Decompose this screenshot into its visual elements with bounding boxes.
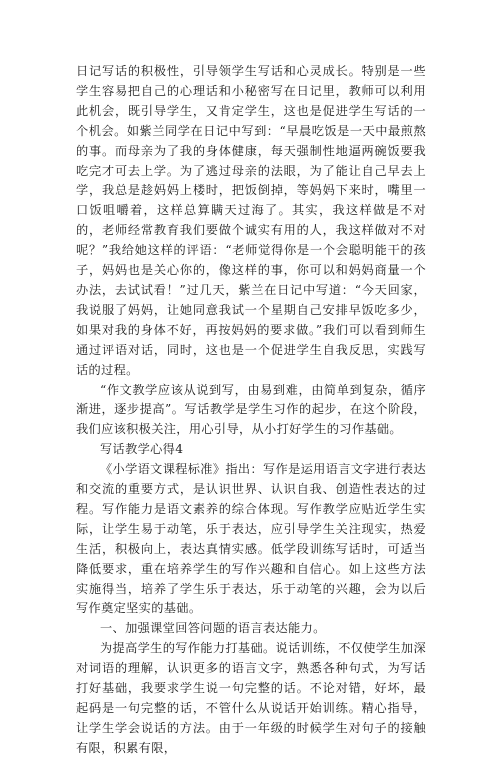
paragraph-speaking-training: 为提高学生的写作能力打基础。说话训练，不仅使学生加深对词语的理解，认识更多的语言文字，熟悉各种句式，为写话打好基础，我要求学生说一句完整的话。不论对错，好坏，最起码是一句完整的话，不管什么从说话开始训练。精心指导，让学生学会说话的方法。由于一年级的时候学生对句子的接触有限，积累有限， bbox=[76, 641, 426, 755]
document-body bbox=[76, 62, 426, 759]
heading-oral-expression: 一、加强课堂回答问题的语言表达能力。 bbox=[100, 621, 326, 636]
section-title-experience-4: 写话教学心得4 bbox=[100, 442, 184, 457]
paragraph-diary-writing: 日记写话的积极性，引导领学生写话和心灵成长。特别是一些学生容易把自己的心理话和小秘密写在日记里，教师可以利用此机会，既引导学生，又肯定学生，这也是促进学生写话的一个机会。如紫兰同学在日记中写到：“早晨吃饭是一天中最煎熬的事。而母亲为了我的身体健康，每天强制性地逼两碗饭要我吃完才可去上学。为了逃过母亲的法眼，为了能让自己早去上学，我总是趁妈妈上楼时，把饭倒掉，等妈妈下来时，嘴里一口饭咀嚼着，这样总算瞒天过海了。其实，我这样做是不对的，老师经常教育我们要做个诚实有用的人，我这样做对不对呢？”我给她这样的评语：“老师觉得你是一个会聪明能干的孩子，妈妈也是关心你的，像这样的事，你可以和妈妈商量一个办法，去试试看！”过几天，紫兰在日记中写道：“今天回家，我说服了妈妈，让她同意我试一个星期自己安排早饭吃多少，如果对我的身体不好，再按妈妈的要求做。”我们可以看到师生通过评语对话，同时，这也是一个促进学生自我反思，实践写话的过程。 bbox=[76, 64, 426, 377]
paragraph-composition-teaching: “作文教学应该从说到写，由易到难，由简单到复杂，循序渐进，逐步提高”。写话教学是学生习作的起步，在这个阶段，我们应该积极关注，用心引导，从小打好学生的习作基础。 bbox=[76, 382, 426, 437]
paragraph-curriculum-standard: 《小学语文课程标准》指出：写作是运用语言文字进行表达和交流的重要方式，是认识世界、认识自我、创造性表达的过程。写作能力是语文素养的综合体现。写作教学应贴近学生实际，让学生易于动笔，乐于表达，应引导学生关注现实，热爱生活，积极向上，表达真情实感。低学段训练写话时，可适当降低要求，重在培养学生的写作兴趣和自信心。如上这些方法实施得当，培养了学生乐于表达，乐于动笔的兴趣，会为以后写作奠定坚实的基础。 bbox=[76, 462, 426, 616]
